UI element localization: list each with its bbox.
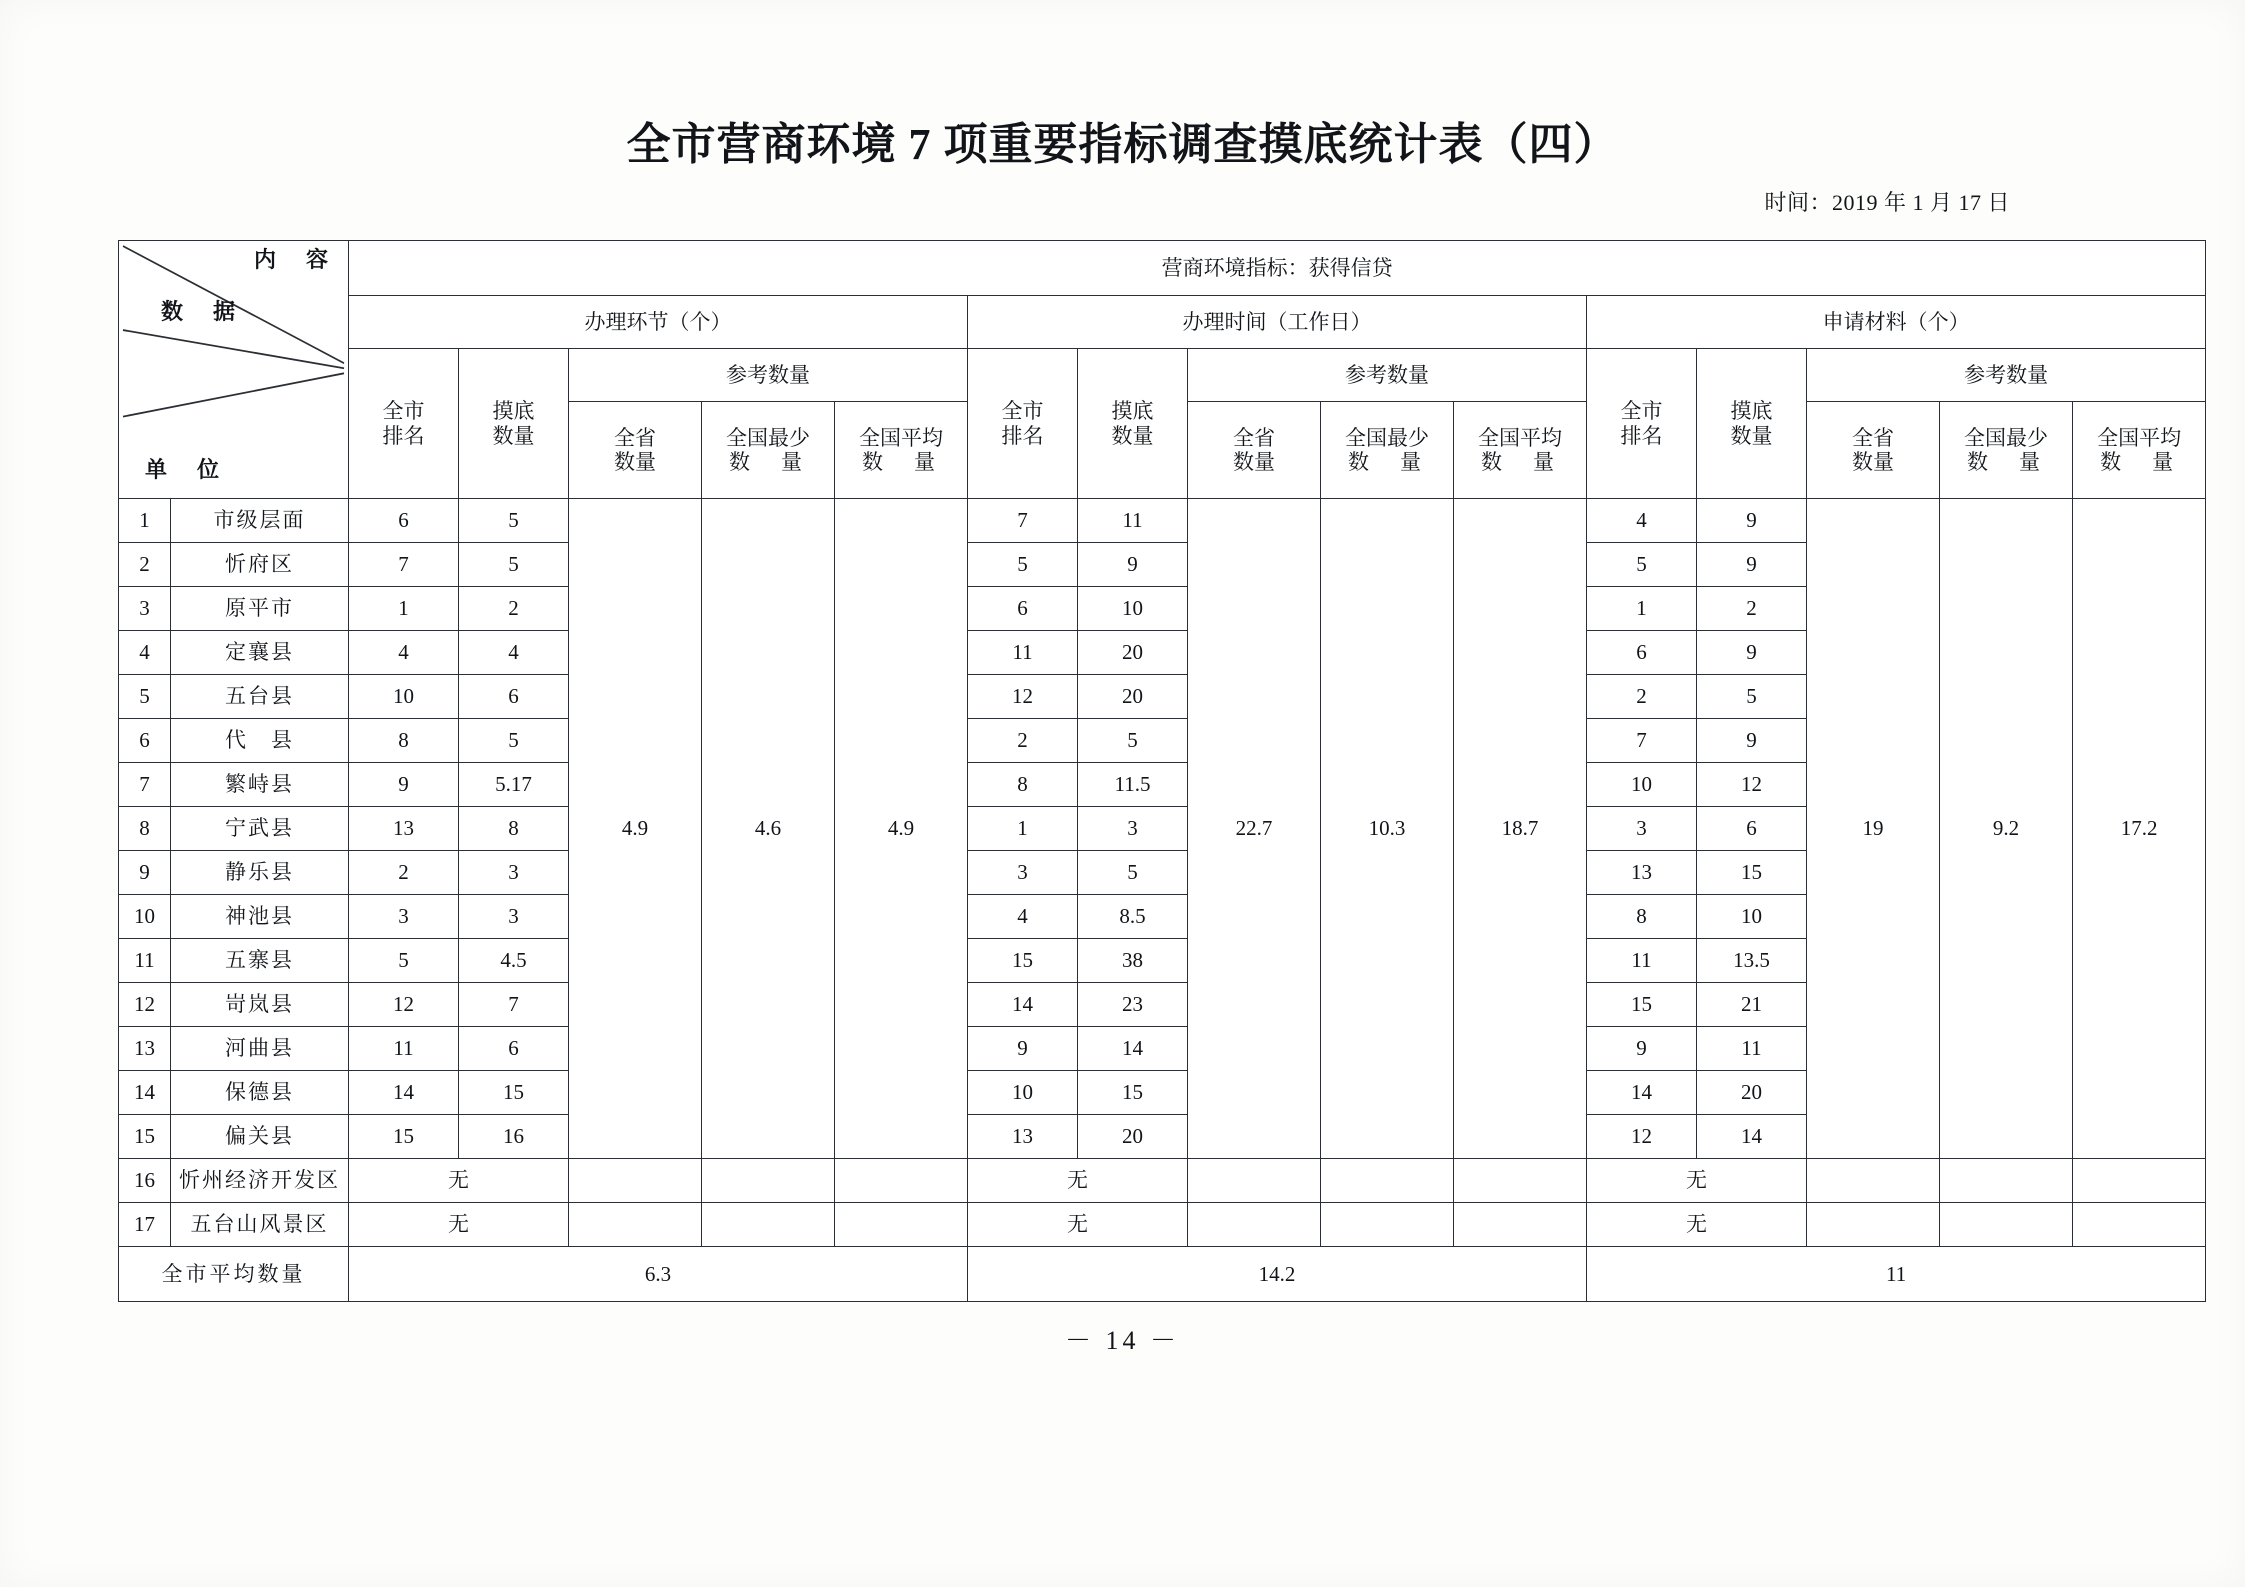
- statistics-table-wrapper: [118, 240, 2182, 1302]
- cell-time-national-min-blank: [1321, 1203, 1454, 1247]
- row-unit: 岢岚县: [171, 983, 349, 1027]
- col-mat-national-avg: 全国平均 数 量: [2073, 402, 2206, 499]
- cell-time-qty: 20: [1078, 631, 1188, 675]
- row-index: 13: [119, 1027, 171, 1071]
- col-mat-survey-qty: 摸底 数量: [1697, 349, 1807, 499]
- row-index: 8: [119, 807, 171, 851]
- cell-links-none: 无: [349, 1159, 569, 1203]
- ref-header-time: 参考数量: [1188, 349, 1587, 402]
- row-unit: 偏关县: [171, 1115, 349, 1159]
- cell-time-qty: 5: [1078, 851, 1188, 895]
- cell-time-rank: 4: [968, 895, 1078, 939]
- cell-links-qty: 5: [459, 719, 569, 763]
- col-links-city-rank: 全市 排名: [349, 349, 459, 499]
- row-index: 16: [119, 1159, 171, 1203]
- cell-mat-rank: 6: [1587, 631, 1697, 675]
- row-index: 12: [119, 983, 171, 1027]
- cell-mat-rank: 7: [1587, 719, 1697, 763]
- cell-mat-qty: 12: [1697, 763, 1807, 807]
- table-body: [119, 499, 2206, 1302]
- date-stamp: 时间：2019 年 1 月 17 日: [1764, 190, 2010, 215]
- cell-mat-none: 无: [1587, 1159, 1807, 1203]
- ref-header-links: 参考数量: [569, 349, 968, 402]
- row-unit: 保德县: [171, 1071, 349, 1115]
- footer-label: 全市平均数量: [119, 1247, 349, 1302]
- cell-links-national-min-blank: [702, 1203, 835, 1247]
- footer-time-average: 14.2: [968, 1247, 1587, 1302]
- row-unit: 宁武县: [171, 807, 349, 851]
- cell-time-province: 22.7: [1188, 499, 1321, 1159]
- cell-links-qty: 5.17: [459, 763, 569, 807]
- cell-mat-rank: 1: [1587, 587, 1697, 631]
- cell-links-province: 4.9: [569, 499, 702, 1159]
- cell-links-national-avg-blank: [835, 1159, 968, 1203]
- row-index: 3: [119, 587, 171, 631]
- cell-links-national-min-blank: [702, 1159, 835, 1203]
- cell-mat-rank: 10: [1587, 763, 1697, 807]
- cell-mat-qty: 11: [1697, 1027, 1807, 1071]
- cell-links-national-min: 4.6: [702, 499, 835, 1159]
- cell-time-qty: 5: [1078, 719, 1188, 763]
- cell-mat-rank: 2: [1587, 675, 1697, 719]
- cell-time-qty: 11.5: [1078, 763, 1188, 807]
- cell-links-province-blank: [569, 1159, 702, 1203]
- cell-mat-qty: 9: [1697, 499, 1807, 543]
- cell-time-qty: 38: [1078, 939, 1188, 983]
- cell-links-qty: 3: [459, 851, 569, 895]
- cell-time-province-blank: [1188, 1159, 1321, 1203]
- cell-time-qty: 20: [1078, 675, 1188, 719]
- cell-time-national-avg-blank: [1454, 1203, 1587, 1247]
- corner-legend-cell: [119, 241, 349, 499]
- table-footer-row: [119, 1247, 2206, 1302]
- cell-links-national-avg: 4.9: [835, 499, 968, 1159]
- cell-links-qty: 3: [459, 895, 569, 939]
- cell-links-qty: 5: [459, 543, 569, 587]
- cell-links-qty: 4.5: [459, 939, 569, 983]
- cell-mat-national-avg-blank: [2073, 1203, 2206, 1247]
- cell-mat-rank: 14: [1587, 1071, 1697, 1115]
- cell-mat-qty: 2: [1697, 587, 1807, 631]
- col-links-national-avg: 全国平均 数 量: [835, 402, 968, 499]
- row-unit: 忻州经济开发区: [171, 1159, 349, 1203]
- cell-links-rank: 5: [349, 939, 459, 983]
- indicator-header: 营商环境指标：获得信贷: [349, 241, 2206, 296]
- cell-mat-rank: 11: [1587, 939, 1697, 983]
- row-index: 7: [119, 763, 171, 807]
- col-mat-province-qty: 全省 数量: [1807, 402, 1940, 499]
- legend-unit-label: 单 位: [145, 456, 224, 482]
- col-time-province-qty: 全省 数量: [1188, 402, 1321, 499]
- cell-time-qty: 20: [1078, 1115, 1188, 1159]
- group-header-links: 办理环节（个）: [349, 296, 968, 349]
- cell-links-qty: 8: [459, 807, 569, 851]
- row-index: 4: [119, 631, 171, 675]
- cell-time-rank: 8: [968, 763, 1078, 807]
- cell-time-qty: 9: [1078, 543, 1188, 587]
- cell-mat-province-blank: [1807, 1159, 1940, 1203]
- footer-links-average: 6.3: [349, 1247, 968, 1302]
- cell-links-none: 无: [349, 1203, 569, 1247]
- table-row: [119, 1203, 2206, 1247]
- cell-links-qty: 7: [459, 983, 569, 1027]
- cell-links-rank: 2: [349, 851, 459, 895]
- cell-mat-qty: 5: [1697, 675, 1807, 719]
- page-title: 全市营商环境 7 项重要指标调查摸底统计表（四）: [626, 120, 1619, 169]
- cell-links-rank: 10: [349, 675, 459, 719]
- legend-content-label: 内 容: [253, 247, 332, 272]
- cell-mat-national-min-blank: [1940, 1203, 2073, 1247]
- cell-time-rank: 7: [968, 499, 1078, 543]
- row-unit: 繁峙县: [171, 763, 349, 807]
- cell-mat-qty: 20: [1697, 1071, 1807, 1115]
- row-index: 14: [119, 1071, 171, 1115]
- cell-mat-province-blank: [1807, 1203, 1940, 1247]
- cell-links-qty: 2: [459, 587, 569, 631]
- cell-time-qty: 3: [1078, 807, 1188, 851]
- col-time-city-rank: 全市 排名: [968, 349, 1078, 499]
- cell-time-qty: 15: [1078, 1071, 1188, 1115]
- cell-links-rank: 15: [349, 1115, 459, 1159]
- cell-mat-qty: 15: [1697, 851, 1807, 895]
- cell-mat-qty: 14: [1697, 1115, 1807, 1159]
- row-unit: 原平市: [171, 587, 349, 631]
- row-index: 5: [119, 675, 171, 719]
- col-links-province-qty: 全省 数量: [569, 402, 702, 499]
- cell-mat-qty: 21: [1697, 983, 1807, 1027]
- cell-mat-rank: 3: [1587, 807, 1697, 851]
- row-unit: 神池县: [171, 895, 349, 939]
- row-unit: 五台县: [171, 675, 349, 719]
- cell-links-qty: 6: [459, 1027, 569, 1071]
- cell-time-rank: 10: [968, 1071, 1078, 1115]
- cell-time-national-avg-blank: [1454, 1159, 1587, 1203]
- page-number: － 14 －: [1064, 1326, 1180, 1355]
- row-unit: 静乐县: [171, 851, 349, 895]
- row-index: 17: [119, 1203, 171, 1247]
- group-header-materials: 申请材料（个）: [1587, 296, 2206, 349]
- col-links-national-min: 全国最少 数 量: [702, 402, 835, 499]
- col-time-survey-qty: 摸底 数量: [1078, 349, 1188, 499]
- cell-mat-qty: 9: [1697, 543, 1807, 587]
- cell-mat-rank: 5: [1587, 543, 1697, 587]
- row-index: 2: [119, 543, 171, 587]
- cell-time-rank: 1: [968, 807, 1078, 851]
- col-time-national-min: 全国最少 数 量: [1321, 402, 1454, 499]
- cell-time-rank: 12: [968, 675, 1078, 719]
- cell-links-rank: 12: [349, 983, 459, 1027]
- cell-time-qty: 14: [1078, 1027, 1188, 1071]
- cell-links-rank: 8: [349, 719, 459, 763]
- col-mat-city-rank: 全市 排名: [1587, 349, 1697, 499]
- cell-links-national-avg-blank: [835, 1203, 968, 1247]
- cell-mat-rank: 4: [1587, 499, 1697, 543]
- cell-mat-qty: 9: [1697, 719, 1807, 763]
- row-unit: 定襄县: [171, 631, 349, 675]
- cell-mat-qty: 13.5: [1697, 939, 1807, 983]
- cell-links-rank: 6: [349, 499, 459, 543]
- row-unit: 代 县: [171, 719, 349, 763]
- legend-data-label: 数 据: [161, 299, 240, 324]
- cell-time-national-min-blank: [1321, 1159, 1454, 1203]
- cell-links-rank: 11: [349, 1027, 459, 1071]
- cell-time-rank: 2: [968, 719, 1078, 763]
- col-mat-national-min: 全国最少 数 量: [1940, 402, 2073, 499]
- cell-time-rank: 6: [968, 587, 1078, 631]
- cell-time-rank: 11: [968, 631, 1078, 675]
- cell-time-qty: 23: [1078, 983, 1188, 1027]
- col-links-survey-qty: 摸底 数量: [459, 349, 569, 499]
- cell-links-rank: 4: [349, 631, 459, 675]
- cell-links-rank: 9: [349, 763, 459, 807]
- row-index: 6: [119, 719, 171, 763]
- cell-mat-none: 无: [1587, 1203, 1807, 1247]
- cell-links-qty: 4: [459, 631, 569, 675]
- col-time-national-avg: 全国平均 数 量: [1454, 402, 1587, 499]
- cell-time-national-min: 10.3: [1321, 499, 1454, 1159]
- row-unit: 五台山风景区: [171, 1203, 349, 1247]
- cell-time-rank: 9: [968, 1027, 1078, 1071]
- cell-time-rank: 3: [968, 851, 1078, 895]
- cell-links-rank: 13: [349, 807, 459, 851]
- cell-time-qty: 10: [1078, 587, 1188, 631]
- cell-mat-rank: 13: [1587, 851, 1697, 895]
- cell-time-national-avg: 18.7: [1454, 499, 1587, 1159]
- cell-time-province-blank: [1188, 1203, 1321, 1247]
- row-unit: 忻府区: [171, 543, 349, 587]
- cell-mat-rank: 8: [1587, 895, 1697, 939]
- cell-mat-national-min-blank: [1940, 1159, 2073, 1203]
- row-index: 11: [119, 939, 171, 983]
- cell-mat-qty: 9: [1697, 631, 1807, 675]
- cell-links-rank: 14: [349, 1071, 459, 1115]
- cell-time-rank: 15: [968, 939, 1078, 983]
- cell-mat-qty: 6: [1697, 807, 1807, 851]
- cell-time-rank: 5: [968, 543, 1078, 587]
- ref-header-materials: 参考数量: [1807, 349, 2206, 402]
- footer-materials-average: 11: [1587, 1247, 2206, 1302]
- cell-mat-national-min: 9.2: [1940, 499, 2073, 1159]
- cell-mat-rank: 15: [1587, 983, 1697, 1027]
- cell-links-qty: 15: [459, 1071, 569, 1115]
- table-row: [119, 1159, 2206, 1203]
- cell-mat-rank: 12: [1587, 1115, 1697, 1159]
- cell-links-rank: 7: [349, 543, 459, 587]
- cell-links-rank: 3: [349, 895, 459, 939]
- cell-time-none: 无: [968, 1203, 1188, 1247]
- cell-time-rank: 14: [968, 983, 1078, 1027]
- row-unit: 市级层面: [171, 499, 349, 543]
- cell-links-qty: 5: [459, 499, 569, 543]
- row-index: 1: [119, 499, 171, 543]
- cell-mat-province: 19: [1807, 499, 1940, 1159]
- statistics-table: [118, 240, 2206, 1302]
- cell-links-province-blank: [569, 1203, 702, 1247]
- cell-mat-qty: 10: [1697, 895, 1807, 939]
- cell-links-qty: 6: [459, 675, 569, 719]
- cell-time-none: 无: [968, 1159, 1188, 1203]
- cell-mat-national-avg-blank: [2073, 1159, 2206, 1203]
- row-unit: 河曲县: [171, 1027, 349, 1071]
- cell-links-qty: 16: [459, 1115, 569, 1159]
- cell-time-qty: 8.5: [1078, 895, 1188, 939]
- cell-mat-rank: 9: [1587, 1027, 1697, 1071]
- row-index: 10: [119, 895, 171, 939]
- cell-time-rank: 13: [968, 1115, 1078, 1159]
- cell-links-rank: 1: [349, 587, 459, 631]
- row-index: 15: [119, 1115, 171, 1159]
- table-row: [119, 499, 2206, 543]
- group-header-time: 办理时间（工作日）: [968, 296, 1587, 349]
- row-index: 9: [119, 851, 171, 895]
- cell-time-qty: 11: [1078, 499, 1188, 543]
- row-unit: 五寨县: [171, 939, 349, 983]
- cell-mat-national-avg: 17.2: [2073, 499, 2206, 1159]
